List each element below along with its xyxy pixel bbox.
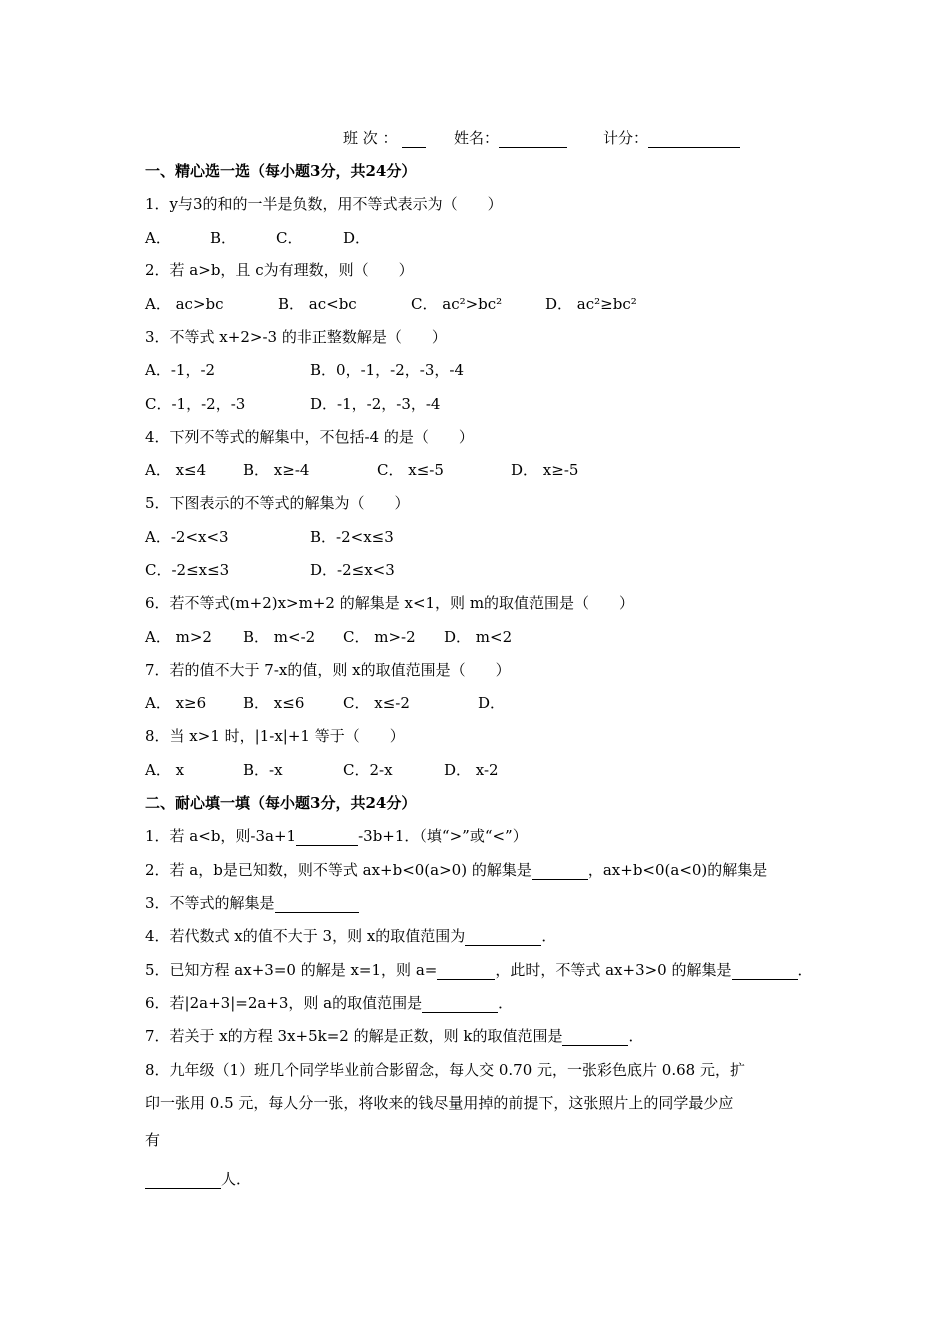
score-field bbox=[603, 128, 740, 148]
q1-option-a: A． bbox=[145, 229, 171, 247]
class-field bbox=[343, 128, 426, 148]
fill-q4 bbox=[145, 926, 556, 946]
q1-stem: 1．y与3的和的一半是负数，用不等式表示为（ ） bbox=[145, 195, 503, 213]
fill-q6-blank[interactable] bbox=[422, 997, 498, 1013]
q4-stem: 4．下列不等式的解集中，不包括-4 的是（ ） bbox=[145, 428, 474, 446]
q4-option-d: D． x≥-5 bbox=[511, 461, 579, 479]
fill-q7 bbox=[145, 1026, 644, 1046]
class-label: 班 次 ： bbox=[343, 129, 398, 147]
fill-q1-text-b: -3b+1．（填“>”或“<”） bbox=[358, 827, 528, 845]
fill-q6-text-b: ． bbox=[498, 994, 514, 1012]
fill-q3-text-a: 3．不等式的解集是 bbox=[145, 894, 275, 912]
q7-stem: 7．若的值不大于 7-x的值，则 x的取值范围是（ ） bbox=[145, 661, 511, 679]
q7-option-c: C． x≤-2 bbox=[343, 694, 410, 712]
q2-option-c: C． ac²>bc² bbox=[411, 295, 503, 313]
q5-option-a: A．-2<x<3 bbox=[145, 528, 229, 546]
fill-q8-line2: 印一张用 0.5 元，每人分一张，将收来的钱尽量用掉的前提下，这张照片上的同学最少应 bbox=[145, 1094, 734, 1112]
q3-option-c: C．-1，-2，-3 bbox=[145, 395, 246, 413]
name-blank[interactable] bbox=[499, 132, 567, 148]
fill-q5-text-c: ． bbox=[797, 961, 813, 979]
fill-q1-text-a: 1．若 a<b，则-3a+1 bbox=[145, 827, 297, 845]
fill-q8-line4 bbox=[145, 1169, 251, 1189]
fill-q4-blank[interactable] bbox=[465, 930, 541, 946]
fill-q5-blank-b[interactable] bbox=[732, 964, 798, 980]
q2-option-b: B． ac<bc bbox=[278, 295, 357, 313]
fill-q8-blank[interactable] bbox=[145, 1173, 221, 1189]
q2-stem: 2．若 a>b，且 c为有理数，则（ ） bbox=[145, 261, 414, 279]
fill-q2-blank[interactable] bbox=[532, 864, 588, 880]
q8-stem: 8．当 x>1 时，|1-x|+1 等于（ ） bbox=[145, 727, 405, 745]
q8-option-a: A． x bbox=[145, 761, 185, 779]
fill-q7-text-a: 7．若关于 x的方程 3x+5k=2 的解是正数，则 k的取值范围是 bbox=[145, 1027, 563, 1045]
name-field bbox=[454, 128, 567, 148]
class-blank[interactable] bbox=[402, 132, 426, 148]
q5-option-b: B．-2<x≤3 bbox=[310, 528, 394, 546]
q2-option-d: D． ac²≥bc² bbox=[545, 295, 637, 313]
fill-q4-text-b: ． bbox=[541, 927, 557, 945]
q8-option-c: C．2-x bbox=[343, 761, 393, 779]
q4-option-a: A． x≤4 bbox=[145, 461, 207, 479]
q5-option-d: D．-2≤x<3 bbox=[310, 561, 395, 579]
q3-option-a: A．-1，-2 bbox=[145, 361, 216, 379]
fill-q3 bbox=[145, 893, 359, 913]
fill-q8-line1: 8．九年级（1）班几个同学毕业前合影留念，每人交 0.70 元，一张彩色底片 0.68 元，扩 bbox=[145, 1061, 745, 1079]
fill-q5-text-b: ，此时，不等式 ax+3>0 的解集是 bbox=[495, 961, 732, 979]
q6-stem: 6．若不等式(m+2)x>m+2 的解集是 x<1，则 m的取值范围是（ ） bbox=[145, 594, 635, 612]
fill-q5-blank-a[interactable] bbox=[437, 964, 495, 980]
q1-option-c: C． bbox=[276, 229, 303, 247]
q6-option-d: D． m<2 bbox=[444, 628, 513, 646]
q3-option-d: D．-1，-2，-3，-4 bbox=[310, 395, 441, 413]
fill-q6-text-a: 6．若|2a+3|=2a+3，则 a的取值范围是 bbox=[145, 994, 423, 1012]
q2-option-a: A． ac>bc bbox=[145, 295, 224, 313]
q4-option-b: B． x≥-4 bbox=[243, 461, 310, 479]
q6-option-c: C． m>-2 bbox=[343, 628, 416, 646]
q4-option-c: C． x≤-5 bbox=[377, 461, 444, 479]
q8-option-d: D． x-2 bbox=[444, 761, 499, 779]
q6-option-b: B． m<-2 bbox=[243, 628, 316, 646]
fill-q8-text-d: 人． bbox=[221, 1170, 252, 1188]
fill-q1 bbox=[145, 826, 528, 846]
q6-option-a: A． m>2 bbox=[145, 628, 212, 646]
fill-q8-line3: 有 bbox=[145, 1131, 161, 1149]
fill-q7-blank[interactable] bbox=[562, 1030, 628, 1046]
fill-q7-text-b: ． bbox=[628, 1027, 644, 1045]
q7-option-d: D． bbox=[478, 694, 506, 712]
fill-q6 bbox=[145, 993, 513, 1013]
fill-q2-text-a: 2．若 a，b是已知数，则不等式 ax+b<0(a>0) 的解集是 bbox=[145, 861, 532, 879]
section1-title: 一、精心选一选（每小题3分，共24分） bbox=[145, 162, 417, 180]
fill-q1-blank[interactable] bbox=[296, 830, 358, 846]
name-label: 姓名： bbox=[454, 129, 500, 147]
q1-option-d: D． bbox=[343, 229, 371, 247]
fill-q3-blank[interactable] bbox=[275, 897, 359, 913]
q8-option-b: B．-x bbox=[243, 761, 283, 779]
q7-option-a: A． x≥6 bbox=[145, 694, 207, 712]
q7-option-b: B． x≤6 bbox=[243, 694, 305, 712]
fill-q2-text-b: ，ax+b<0(a<0)的解集是 bbox=[587, 861, 768, 879]
fill-q2 bbox=[145, 860, 767, 880]
fill-q5 bbox=[145, 960, 813, 980]
q3-option-b: B．0，-1，-2，-3，-4 bbox=[310, 361, 465, 379]
q5-option-c: C．-2≤x≤3 bbox=[145, 561, 230, 579]
fill-q4-text-a: 4．若代数式 x的值不大于 3，则 x的取值范围为 bbox=[145, 927, 466, 945]
q3-stem: 3．不等式 x+2>-3 的非正整数解是（ ） bbox=[145, 328, 447, 346]
score-blank[interactable] bbox=[648, 132, 740, 148]
q1-option-b: B． bbox=[210, 229, 237, 247]
fill-q5-text-a: 5．已知方程 ax+3=0 的解是 x=1，则 a= bbox=[145, 961, 438, 979]
score-label: 计分： bbox=[603, 129, 649, 147]
section2-title: 二、耐心填一填（每小题3分，共24分） bbox=[145, 794, 417, 812]
q5-stem: 5．下图表示的不等式的解集为（ ） bbox=[145, 494, 410, 512]
